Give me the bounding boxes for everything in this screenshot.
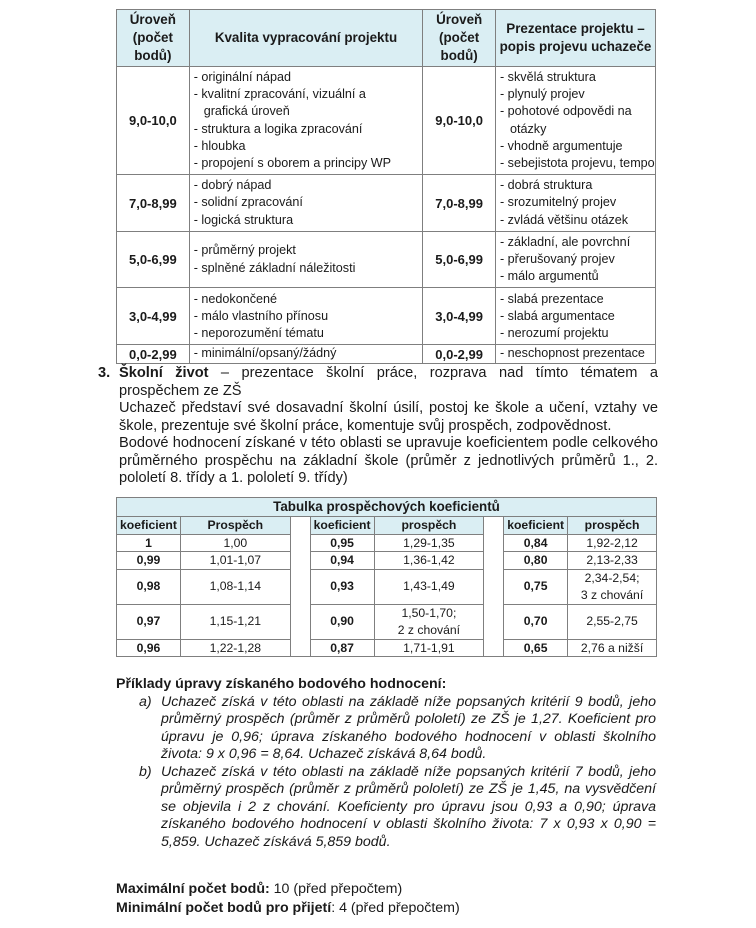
grade-cell: 1,43-1,49 <box>374 569 484 604</box>
level-cell: 9,0-10,0 <box>117 67 190 175</box>
coef-cell: 0,84 <box>504 534 568 552</box>
section-number: 3. <box>98 365 111 381</box>
section-title: Školní život <box>119 365 209 381</box>
example-item <box>139 693 656 764</box>
col-header: koeficient <box>117 517 181 535</box>
grade-cell: 1,71-1,91 <box>374 639 484 657</box>
grade-cell: 1,22-1,28 <box>180 639 290 657</box>
col-header: prospěch <box>374 517 484 535</box>
quality-header: Kvalita vypracování projektu <box>189 10 423 67</box>
grade-cell: 1,08-1,14 <box>180 569 290 604</box>
level-header-2: Úroveň (počet bodů) <box>423 10 496 67</box>
grade-cell: 2,55-2,75 <box>568 604 657 639</box>
group-separator <box>290 569 310 604</box>
grade-cell: 1,00 <box>180 534 290 552</box>
rubric-row <box>117 175 656 232</box>
quality-cell: - průměrný projekt - splněné základní náležitosti <box>189 231 423 288</box>
coef-cell: 0,99 <box>117 552 181 570</box>
presentation-cell: - dobrá struktura - srozumitelný projev - zvládá většinu otázek <box>495 175 655 232</box>
rubric-row <box>117 231 656 288</box>
group-separator <box>290 639 310 657</box>
example-text: Uchazeč získá v této oblasti na základě níže popsaných kritérií 7 bodů, jeho průměrný prospěch (průměr z průměrů pololetí) ze ZŠ je 1,45, na vysvědčení se objevila i 2 z chování. Koeficienty pro úpravu jsou 0,93 a 0,90; úprava získaného bodového hodnocení v oblasti školního života: 7 x 0,93 x 0,90 = 5,859. Uchazeč získává 5,859 bodů. <box>161 763 656 850</box>
group-separator <box>484 552 504 570</box>
level-cell: 7,0-8,99 <box>117 175 190 232</box>
grade-cell: 1,36-1,42 <box>374 552 484 570</box>
quality-cell: - nedokončené - málo vlastního přínosu - neporozumění tématu <box>189 288 423 345</box>
group-separator <box>484 639 504 657</box>
coef-cell: 0,65 <box>504 639 568 657</box>
coef-cell: 0,96 <box>117 639 181 657</box>
coef-cell: 0,87 <box>310 639 374 657</box>
grade-cell: 1,50-1,70; 2 z chování <box>374 604 484 639</box>
coefficient-row <box>117 604 657 639</box>
level-cell: 7,0-8,99 <box>423 175 496 232</box>
coefficient-table <box>116 497 657 657</box>
examples-section <box>116 676 656 851</box>
min-points: Minimální počet bodů pro přijetí: 4 (před přepočtem) <box>116 900 460 916</box>
col-header: koeficient <box>504 517 568 535</box>
section-heading: Školní život – prezentace školní práce, rozprava nad tímto tématem a prospěchem ze ZŠ <box>119 365 658 399</box>
col-header: prospěch <box>568 517 657 535</box>
examples-heading: Příklady úpravy získaného bodového hodnocení: <box>116 676 447 692</box>
coef-cell: 0,95 <box>310 534 374 552</box>
level-cell: 9,0-10,0 <box>423 67 496 175</box>
quality-cell: - minimální/opsaný/žádný <box>189 345 423 363</box>
level-cell: 0,0-2,99 <box>117 345 190 363</box>
points-summary <box>116 880 460 918</box>
group-separator <box>484 534 504 552</box>
col-header: koeficient <box>310 517 374 535</box>
section-paragraph-1: Uchazeč představí své dosavadní školní úsilí, postoj ke škole a učení, vztahy ve škole, prezentuje své školní práce, komentuje svůj prospěch, zodpovědnost. <box>119 400 658 434</box>
grade-cell: 2,34-2,54; 3 z chování <box>568 569 657 604</box>
coefficient-row <box>117 534 657 552</box>
grade-cell: 1,15-1,21 <box>180 604 290 639</box>
level-cell: 3,0-4,99 <box>423 288 496 345</box>
example-item <box>139 763 656 852</box>
quality-cell: - dobrý nápad - solidní zpracování - logická struktura <box>189 175 423 232</box>
group-separator <box>290 552 310 570</box>
level-header: Úroveň (počet bodů) <box>117 10 190 67</box>
coefficient-table-title-row <box>117 498 657 517</box>
rubric-header-row <box>117 10 656 67</box>
coef-cell: 0,97 <box>117 604 181 639</box>
coef-cell: 0,80 <box>504 552 568 570</box>
grade-cell: 2,13-2,33 <box>568 552 657 570</box>
level-cell: 5,0-6,99 <box>423 231 496 288</box>
coefficient-table-title: Tabulka prospěchových koeficientů <box>117 498 657 517</box>
coefficient-header-row <box>117 517 657 535</box>
coefficient-row <box>117 552 657 570</box>
group-separator <box>290 604 310 639</box>
coef-cell: 0,94 <box>310 552 374 570</box>
group-separator <box>484 604 504 639</box>
example-label: b) <box>139 763 152 780</box>
level-cell: 3,0-4,99 <box>117 288 190 345</box>
section-body <box>119 365 658 488</box>
quality-cell: - originální nápad - kvalitní zpracování, vizuální a grafická úroveň - struktura a logika zpracování - hloubka - propojení s oborem a principy WP <box>189 67 423 175</box>
presentation-cell: - slabá prezentace - slabá argumentace - nerozumí projektu <box>495 288 655 345</box>
rubric-table <box>116 9 656 364</box>
coefficient-row <box>117 569 657 604</box>
section-paragraph-2: Bodové hodnocení získané v této oblasti se upravuje koeficientem podle celkového průměrného prospěchu na základní škole (průměr z jednotlivých průměrů 1., 2. pololetí 8. třídy a 1. pololetí 9. třídy) <box>119 435 658 486</box>
group-separator <box>290 517 310 535</box>
coef-cell: 0,90 <box>310 604 374 639</box>
grade-cell: 1,92-2,12 <box>568 534 657 552</box>
col-header: Prospěch <box>180 517 290 535</box>
group-separator <box>484 569 504 604</box>
coef-cell: 0,98 <box>117 569 181 604</box>
coefficient-row <box>117 639 657 657</box>
group-separator <box>484 517 504 535</box>
rubric-row <box>117 288 656 345</box>
example-text: Uchazeč získá v této oblasti na základě níže popsaných kritérií 9 bodů, jeho průměrný prospěch (průměr z průměrů pololetí) ze ZŠ je 1,27. Koeficient pro úpravu je 0,96; úprava získaného bodového hodnocení v oblasti školního života: 9 x 0,96 = 8,64. Uchazeč získává 8,64 bodů. <box>161 693 656 762</box>
rubric-row <box>117 67 656 175</box>
example-label: a) <box>139 693 152 710</box>
presentation-header: Prezentace projektu – popis projevu uchazeče <box>495 10 655 67</box>
coef-cell: 1 <box>117 534 181 552</box>
rubric-row <box>117 345 656 363</box>
grade-cell: 1,01-1,07 <box>180 552 290 570</box>
presentation-cell: - skvělá struktura - plynulý projev - pohotové odpovědi na otázky - vhodně argumentuje - sebejistota projevu, tempo <box>495 67 655 175</box>
group-separator <box>290 534 310 552</box>
level-cell: 5,0-6,99 <box>117 231 190 288</box>
max-points: Maximální počet bodů: 10 (před přepočtem) <box>116 881 403 897</box>
presentation-cell: - neschopnost prezentace <box>495 345 655 363</box>
coef-cell: 0,70 <box>504 604 568 639</box>
coef-cell: 0,75 <box>504 569 568 604</box>
section-3 <box>98 365 658 488</box>
coef-cell: 0,93 <box>310 569 374 604</box>
grade-cell: 1,29-1,35 <box>374 534 484 552</box>
level-cell: 0,0-2,99 <box>423 345 496 363</box>
presentation-cell: - základní, ale povrchní - přerušovaný projev - málo argumentů <box>495 231 655 288</box>
grade-cell: 2,76 a nižší <box>568 639 657 657</box>
